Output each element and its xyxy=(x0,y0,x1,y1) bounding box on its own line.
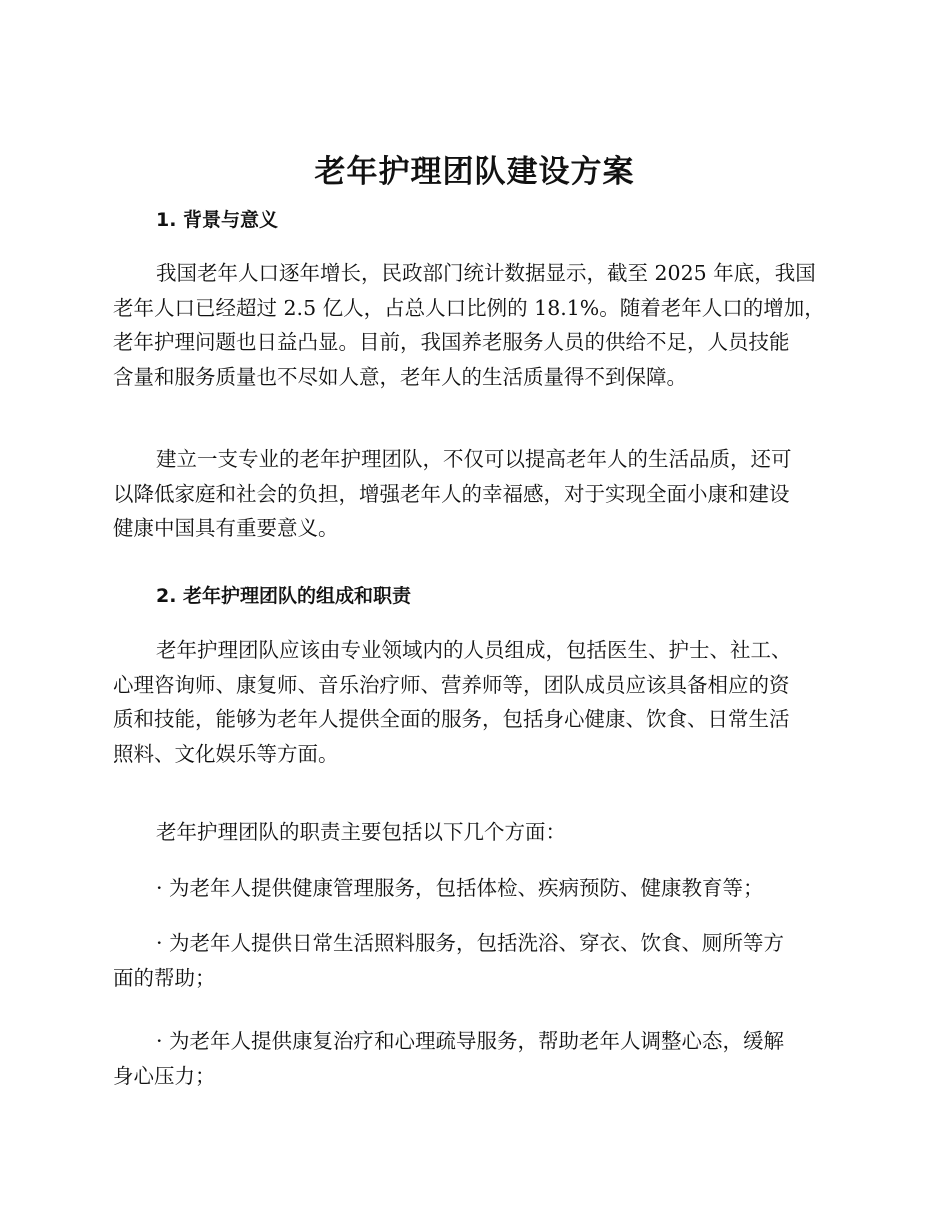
bullet-item-health xyxy=(113,871,836,906)
paragraph-line: 老年护理问题也日益凸显。目前，我国养老服务人员的供给不足，人员技能 xyxy=(113,330,790,354)
bullet-line: · 为老年人提供日常生活照料服务，包括洗浴、穿衣、饮食、厕所等方 xyxy=(156,931,785,955)
bullet-line: 身心压力； xyxy=(113,1063,216,1088)
paragraph-line: 我国老年人口逐年增长，民政部门统计数据显示，截至 2025 年底，我国 xyxy=(156,261,816,285)
bullet-item-daily-care xyxy=(113,926,836,995)
bullet-line: 面的帮助； xyxy=(113,965,216,990)
paragraph-line: 建立一支专业的老年护理团队，不仅可以提高老年人的生活品质，还可 xyxy=(156,447,792,471)
bullet-line: · 为老年人提供健康管理服务，包括体检、疾病预防、健康教育等； xyxy=(156,876,764,900)
paragraph-line: 老年人口已经超过 2.5 亿人，占总人口比例的 18.1%。随着老年人口的增加， xyxy=(113,295,825,320)
bullet-line: · 为老年人提供康复治疗和心理疏导服务，帮助老年人调整心态，缓解 xyxy=(156,1029,785,1053)
paragraph-line: 含量和服务质量也不尽如人意，老年人的生活质量得不到保障。 xyxy=(113,364,687,389)
paragraph-team-duties-intro xyxy=(113,815,836,850)
paragraph-line: 质和技能，能够为老年人提供全面的服务，包括身心健康、饮食、日常生活 xyxy=(113,707,790,731)
paragraph-background-2 xyxy=(113,442,836,546)
paragraph-line: 心理咨询师、康复师、音乐治疗师、营养师等，团队成员应该具备相应的资 xyxy=(113,672,790,697)
bullet-item-rehab xyxy=(113,1024,836,1093)
paragraph-line: 老年护理团队的职责主要包括以下几个方面： xyxy=(156,820,566,844)
paragraph-line: 健康中国具有重要意义。 xyxy=(113,516,339,540)
document-title: 老年护理团队建设方案 xyxy=(314,154,635,190)
paragraph-line: 照料、文化娱乐等方面。 xyxy=(113,741,339,766)
paragraph-team-composition xyxy=(113,633,836,771)
section-heading-background: 1. 背景与意义 xyxy=(156,209,279,231)
paragraph-line: 老年护理团队应该由专业领域内的人员组成，包括医生、护士、社工、 xyxy=(156,638,792,662)
paragraph-background-1 xyxy=(113,256,836,394)
paragraph-line: 以降低家庭和社会的负担，增强老年人的幸福感，对于实现全面小康和建设 xyxy=(113,481,790,506)
section-heading-team: 2. 老年护理团队的组成和职责 xyxy=(156,585,412,607)
